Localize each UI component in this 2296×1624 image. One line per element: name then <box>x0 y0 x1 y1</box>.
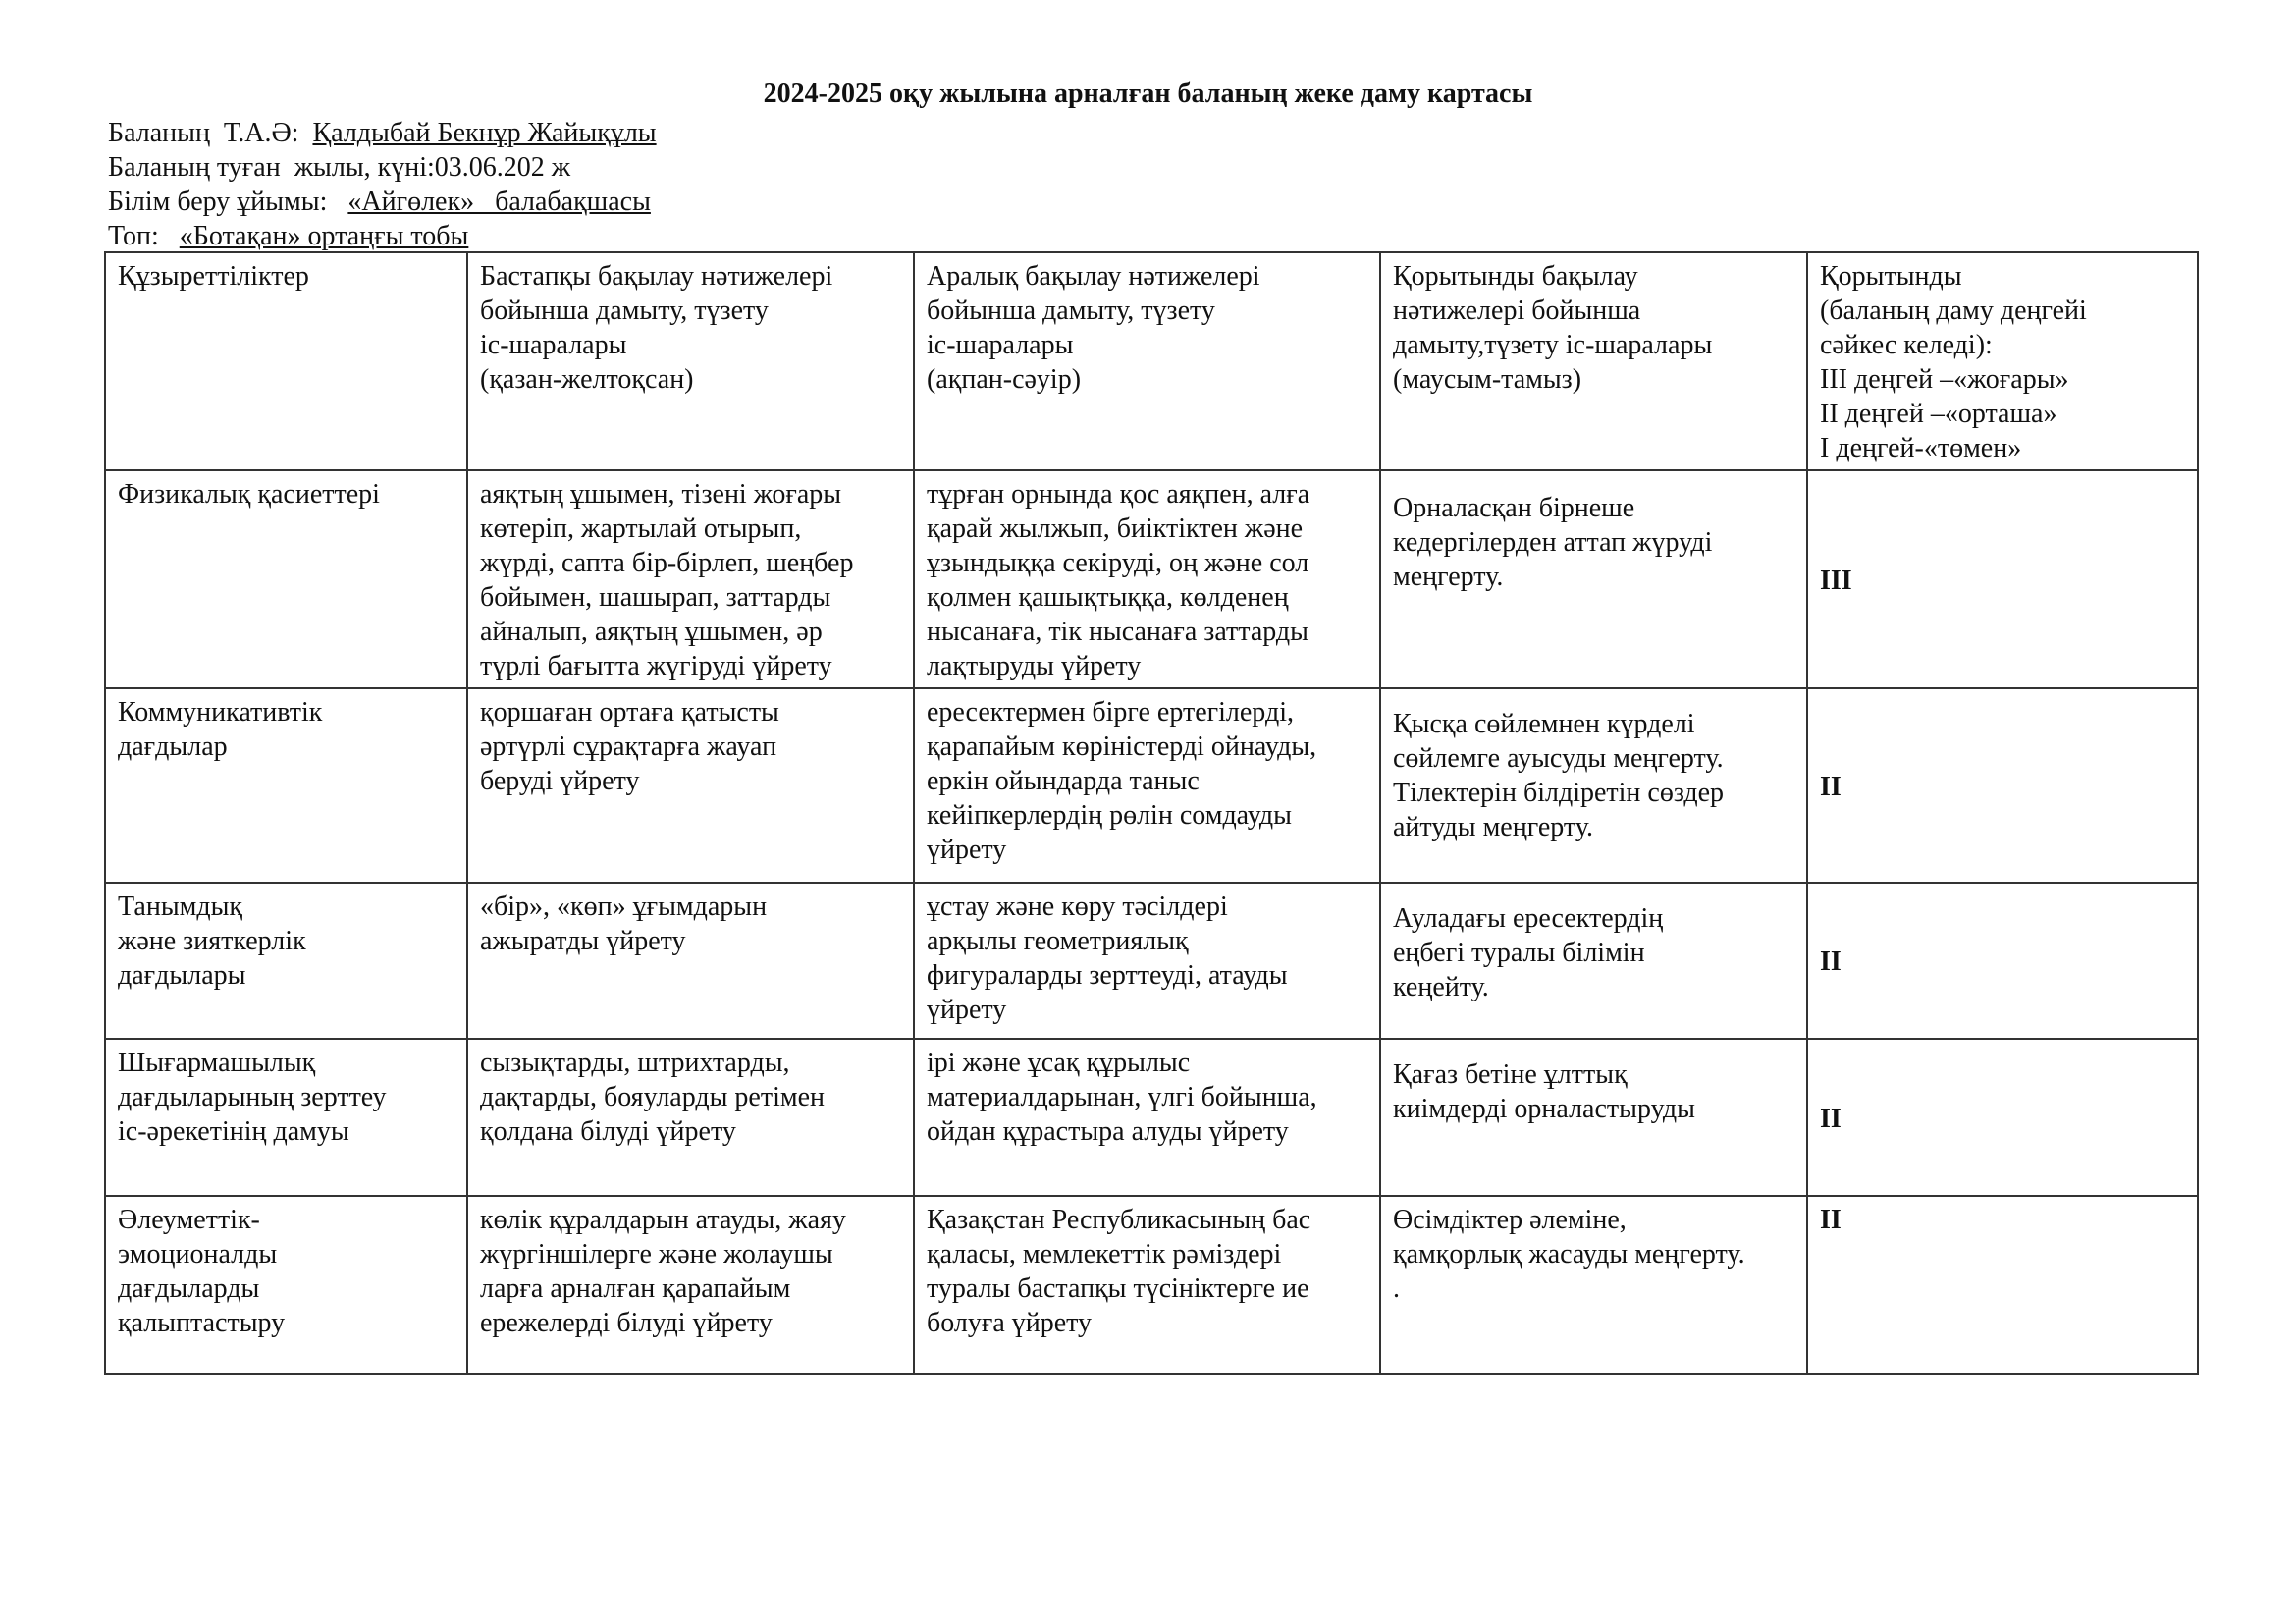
table-row <box>105 1196 2198 1374</box>
cell-final: Қысқа сөйлемнен күрделі сөйлемге ауысуды меңгерту. Тілектерін білдіретін сөздер айтуды меңгерту. <box>1380 688 1807 883</box>
cell-initial: «бір», «көп» ұғымдарын ажыратды үйрету <box>467 883 914 1039</box>
cell-competency: Шығармашылық дағдыларының зерттеу іс-әрекетінің дамуы <box>105 1039 467 1196</box>
cell-competency: Танымдық және зияткерлік дағдылары <box>105 883 467 1039</box>
header-initial: Бастапқы бақылау нәтижелері бойынша дамыту, түзету іс-шаралары (қазан-желтоқсан) <box>467 252 914 470</box>
table-row <box>105 470 2198 688</box>
group-label: Топ: <box>108 221 180 251</box>
cell-level: II <box>1807 688 2198 883</box>
cell-initial: көлік құралдарын атауды, жаяу жүргіншілерге және жолаушы ларға арналған қарапайым ережелерді білуді үйрету <box>467 1196 914 1374</box>
cell-level: II <box>1807 1039 2198 1196</box>
group-value: «Ботақан» ортаңғы тобы <box>179 221 469 251</box>
cell-competency: Коммуникативтік дағдылар <box>105 688 467 883</box>
table-row <box>105 883 2198 1039</box>
cell-competency: Әлеуметтік- эмоционалды дағдыларды қалыптастыру <box>105 1196 467 1374</box>
org-value: «Айгөлек» балабақшасы <box>347 187 651 217</box>
header-final: Қорытынды бақылау нәтижелері бойынша дамыту,түзету іс-шаралары (маусым-тамыз) <box>1380 252 1807 470</box>
cell-initial: аяқтың ұшымен, тізені жоғары көтеріп, жартылай отырып, жүрді, сапта бір-бірлеп, шеңбер бойымен, шашырап, заттарды айналып, аяқтың ұшымен, әр түрлі бағытта жүгіруді үйрету <box>467 470 914 688</box>
cell-interim: ірі және ұсақ құрылыс материалдарынан, үлгі бойынша, ойдан құрастыра алуды үйрету <box>914 1039 1380 1196</box>
header-interim: Аралық бақылау нәтижелері бойынша дамыту, түзету іс-шаралары (ақпан-сәуір) <box>914 252 1380 470</box>
cell-interim: ересектермен бірге ертегілерді, қарапайым көріністерді ойнауды, еркін ойындарда таныс кейіпкерлердің рөлін сомдауды үйрету <box>914 688 1380 883</box>
child-info <box>108 116 657 253</box>
group-line <box>108 219 657 253</box>
cell-level: II <box>1807 883 2198 1039</box>
child-name-value: Қалдыбай Бекнұр Жайықұлы <box>312 118 657 148</box>
document-title: 2024-2025 оқу жылына арналған баланың жеке даму картасы <box>763 79 1533 109</box>
header-level: Қорытынды (баланың даму деңгейі сәйкес келеді): ІІІ деңгей –«жоғары» ІІ деңгей –«орташа» І деңгей-«төмен» <box>1807 252 2198 470</box>
org-label: Білім беру ұйымы: <box>108 187 348 217</box>
cell-final: Қағаз бетіне ұлттық киімдерді орналастыруды <box>1380 1039 1807 1196</box>
header-competency: Құзыреттіліктер <box>105 252 467 470</box>
cell-initial: сызықтарды, штрихтарды, дақтарды, бояуларды ретімен қолдана білуді үйрету <box>467 1039 914 1196</box>
cell-competency: Физикалық қасиеттері <box>105 470 467 688</box>
cell-final: Өсімдіктер әлеміне, қамқорлық жасауды меңгерту. . <box>1380 1196 1807 1374</box>
cell-level: III <box>1807 470 2198 688</box>
cell-initial: қоршаған ортаға қатысты әртүрлі сұрақтарға жауап беруді үйрету <box>467 688 914 883</box>
birth-line: Баланың туған жылы, күні:03.06.202 ж <box>108 152 571 183</box>
org-line <box>108 185 657 219</box>
cell-interim: Қазақстан Республикасының бас қаласы, мемлекеттік рәміздері туралы бастапқы түсініктерге ие болуға үйрету <box>914 1196 1380 1374</box>
cell-interim: тұрған орнында қос аяқпен, алға қарай жылжып, биіктіктен және ұзындыққа секіруді, оң және сол қолмен қашықтыққа, көлденең нысанаға, тік нысанаға заттарды лақтыруды үйрету <box>914 470 1380 688</box>
table-row <box>105 688 2198 883</box>
cell-level: II <box>1807 1196 2198 1374</box>
cell-final: Ауладағы ересектердің еңбегі туралы білімін кеңейту. <box>1380 883 1807 1039</box>
cell-interim: ұстау және көру тәсілдері арқылы геометриялық фигураларды зерттеуді, атауды үйрету <box>914 883 1380 1039</box>
header-row <box>105 252 2198 470</box>
cell-final: Орналасқан бірнеше кедергілерден аттап жүруді меңгерту. <box>1380 470 1807 688</box>
development-table <box>104 251 2199 1375</box>
child-name-line <box>108 116 657 150</box>
child-name-label: Баланың Т.А.Ә: <box>108 118 313 148</box>
table-row <box>105 1039 2198 1196</box>
